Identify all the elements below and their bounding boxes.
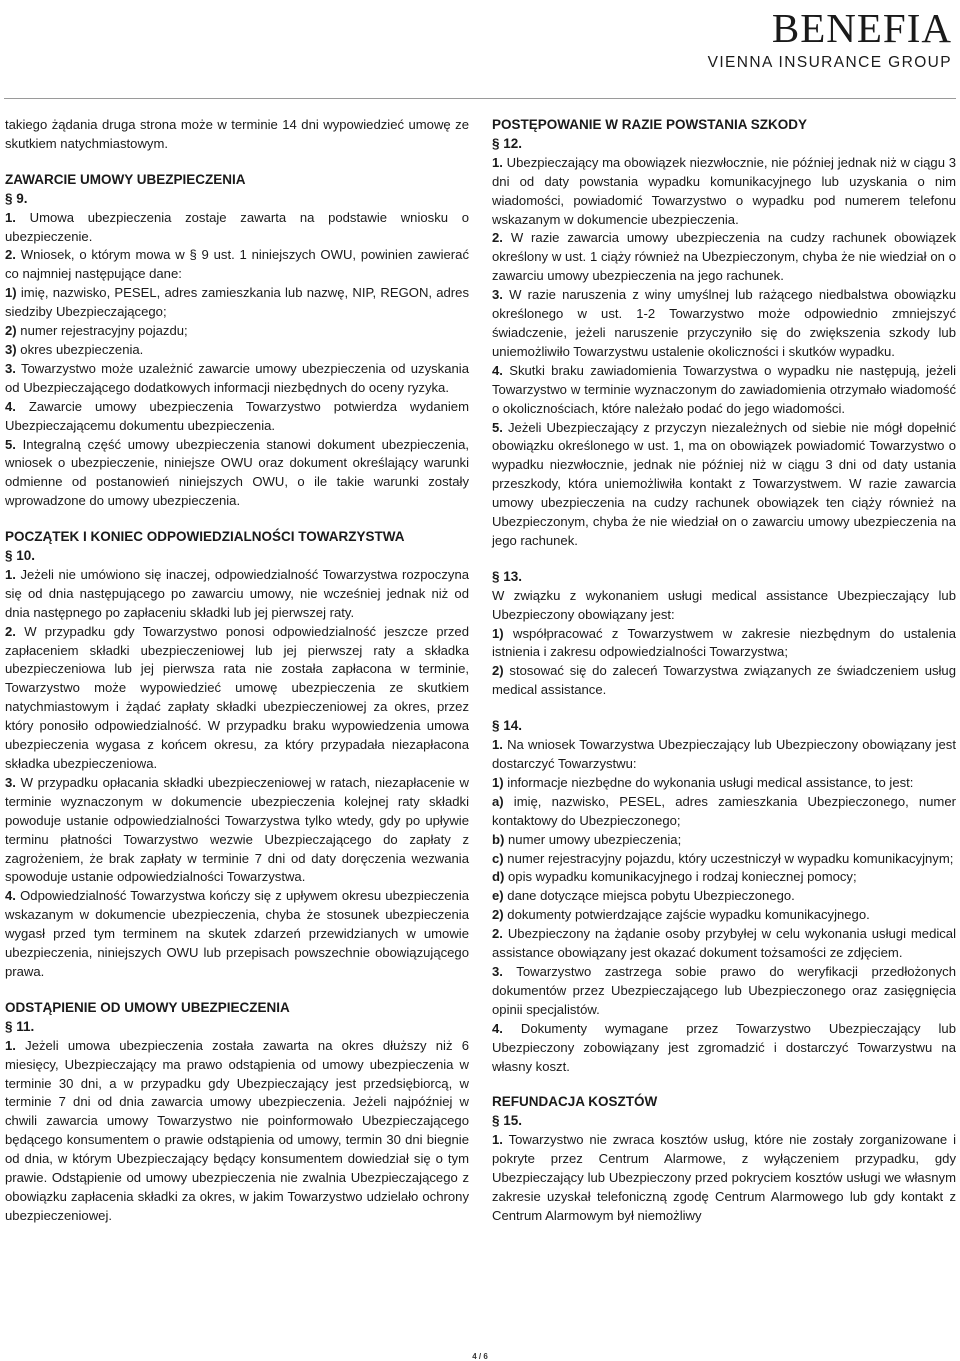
paragraph [492,774,956,793]
paragraph-number: 3. [5,360,16,376]
paragraph [492,868,956,887]
paragraph-text: Zawarcie umowy ubezpieczenia Towarzystwo potwierdza wydaniem Ubezpieczającemu dokumentu ubezpieczenia. [5,398,469,433]
paragraph-text: W przypadku opłacania składki ubezpieczeniowej w ratach, niezapłacenie w terminie wyznaczonym w dokumencie ubezpieczenia kolejnej raty składki powoduje ustanie odpowiedzialności Towarzystwa tylko wtedy, gdy po upływie terminu płatności Towarzystwo wezwie Ubezpieczającego do zapłaty z zagrożeniem, że brak zapłaty w terminie 7 dni od daty doręczenia wezwania spowoduje ustanie odpowiedzialności Towarzystwa. [5,774,469,885]
section-heading: § 15. [492,1113,523,1129]
paragraph-text: imię, nazwisko, PESEL, adres zamieszkania lub nazwę, NIP, REGON, adres siedziby Ubezpieczającego; [5,285,469,320]
paragraph-text: numer rejestracyjny pojazdu; [20,323,188,339]
paragraph [492,925,956,963]
paragraph-number: 5. [492,419,503,435]
paragraph [5,341,469,360]
logo-subtitle: VIENNA INSURANCE GROUP [707,54,952,71]
paragraph-number: 4. [492,362,503,378]
paragraph [5,774,469,887]
paragraph [5,360,469,398]
paragraph-number: 1. [5,566,16,582]
paragraph-number: c) [492,850,504,866]
paragraph-text: takiego żądania druga strona może w terminie 14 dni wypowiedzieć umowę ze skutkiem natychmiastowym. [5,117,469,151]
section-heading: § 10. [5,548,36,564]
paragraph [492,1131,956,1226]
paragraph-text: Ubezpieczony na żądanie osoby przybyłej w celu wykonania usługi medical assistance obowiązany jest okazać dokument tożsamości ze zdjęciem. [492,926,957,961]
paragraph-text: Jeżeli umowa ubezpieczenia została zawarta na okres dłuższy niż 6 miesięcy, Ubezpieczający ma prawo odstąpienia od umowy ubezpieczenia w terminie 30 dni, a w przypadku gdy Ubezpieczający jest przedsiębiorcą, w terminie 7 dni od dnia zawarcia umowy ubezpieczenia. Jeżeli najpóźniej w chwili zawarcia umowy Towarzystwo nie poinformowało Ubezpieczającego będącego konsumentem o prawie odstąpienia od umowy, termin 30 dni biegnie od dnia, w którym Ubezpieczający będący konsumentem dowiedział się o tym prawie. Odstąpienie od umowy ubezpieczenia nie zwalnia Ubezpieczającego z obowiązku zapłacenia składki za okres, w jakim Towarzystwo udzielało ochrony ubezpieczeniowej. [5,1037,469,1223]
paragraph [492,229,956,286]
left-column [5,116,469,1226]
paragraph [5,436,469,512]
paragraph-number: 2. [492,230,503,246]
paragraph [492,850,956,869]
paragraph-number: 2) [492,907,504,923]
paragraph [5,284,469,322]
section-heading: § 14. [492,718,523,734]
paragraph-text: Towarzystwo zastrzega sobie prawo do weryfikacji przedłożonych dokumentów przez Ubezpieczającego lub Ubezpieczonego oraz zasięgnięcia opinii specjalistów. [492,963,956,1017]
section-heading: POCZĄTEK I KONIEC ODPOWIEDZIALNOŚCI TOWARZYSTWA [5,529,405,545]
page-number: 4 / 6 [472,1352,488,1361]
section-heading: § 11. [5,1018,35,1034]
paragraph-number: 1. [5,209,16,225]
paragraph-text: stosować się do zaleceń Towarzystwa związanych ze świadczeniem usług medical assistance. [492,663,956,698]
spacer [492,1076,956,1093]
paragraph [492,362,956,419]
paragraph-number: 2. [5,623,16,639]
header-divider [4,98,956,99]
paragraph-text: informacje niezbędne do wykonania usługi medical assistance, to jest: [507,774,914,790]
paragraph-text: Umowa ubezpieczenia zostaje zawarta na podstawie wniosku o ubezpieczenie. [5,209,470,244]
paragraph-text: W przypadku gdy Towarzystwo ponosi odpowiedzialność jeszcze przed zapłaceniem składki ubezpieczeniowej lub jej pierwszej raty a składka ubezpieczeniowa lub jej pierwsza rata nie została zapłacona w terminie, Towarzystwo może wypowiedzieć umowę ubezpieczenia ze skutkiem natychmiastowym i żądać zapłaty składki ubezpieczeniowej za okres, przez który ponosiło odpowiedzialność. W przypadku braku wypowiedzenia umowa ubezpieczenia wygasa z końcem okresu, za który przypadała niezapłacona składka ubezpieczeniowa. [5,623,469,771]
paragraph-text: numer rejestracyjny pojazdu, który uczestniczył w wypadku komunikacyjnym; [507,850,954,866]
paragraph-number: 1) [5,285,17,301]
paragraph [5,1037,469,1226]
paragraph-number: 1. [492,1132,503,1148]
section-heading: REFUNDACJA KOSZTÓW [492,1094,658,1110]
spacer [5,154,469,171]
section-heading: § 9. [5,190,28,206]
spacer [5,982,469,999]
paragraph [492,963,956,1020]
paragraph-text: dane dotyczące miejsca pobytu Ubezpieczonego. [507,888,795,904]
section-heading: POSTĘPOWANIE W RAZIE POWSTANIA SZKODY [492,117,808,132]
paragraph-number: 4. [492,1020,503,1036]
paragraph-text: opis wypadku komunikacyjnego i rodzaj koniecznej pomocy; [508,869,857,885]
paragraph-text: Ubezpieczający ma obowiązek niezwłocznie, nie później jednak niż w ciągu 3 dni od daty powstania wypadku komunikacyjnego lub uzyskania o nim wiadomości, powiadomić Towarzystwo o wypadku pod numerem telefonu wskazanym w dokumencie ubezpieczenia. [492,154,957,227]
paragraph-number: 3. [492,963,503,979]
paragraph-number: 5. [5,436,16,452]
paragraph [492,154,956,230]
paragraph [492,831,956,850]
section-heading: ZAWARCIE UMOWY UBEZPIECZENIA [5,171,246,187]
paragraph [492,419,956,551]
paragraph-number: d) [492,869,505,885]
paragraph [5,246,469,284]
paragraph [492,736,956,774]
paragraph-number: e) [492,888,504,904]
paragraph-number: 1) [492,625,504,641]
paragraph-number: b) [492,831,505,847]
paragraph [5,887,469,982]
paragraph-text: Towarzystwo nie zwraca kosztów usług, które nie zostały zorganizowane i pokryte przez Centrum Alarmowe, z wyłączeniem przypadku, gdy Ubezpieczający lub Ubezpieczony przed pokryciem kosztów usługi we własnym zakresie uzyskał telefoniczną zgodę Centrum Alarmowego lub gdy kontakt z Centrum Alarmowym był niemożliwy [492,1132,956,1223]
paragraph [492,662,956,700]
section-heading: § 12. [492,135,523,151]
paragraph-text: numer umowy ubezpieczenia; [508,831,682,847]
paragraph-text: W związku z wykonaniem usługi medical assistance Ubezpieczający lub Ubezpieczony obowiązany jest: [492,587,956,622]
paragraph [492,793,956,831]
paragraph [5,623,469,774]
paragraph-number: 1) [492,774,504,790]
paragraph-text: Wniosek, o którym mowa w § 9 ust. 1 niniejszych OWU, powinien zawierać co najmniej następujące dane: [5,247,469,282]
paragraph-text: Integralną część umowy ubezpieczenia stanowi dokument ubezpieczenia, wniosek o ubezpieczenie, niniejsze OWU oraz dokument określający warunki odmienne od postanowień niniejszych OWU, o ile takie warunki zostały wprowadzone do umowy ubezpieczenia. [5,436,469,509]
paragraph-text: Towarzystwo może uzależnić zawarcie umowy ubezpieczenia od uzyskania od Ubezpieczającego dodatkowych informacji niezbędnych do oceny ryzyka. [5,360,469,395]
paragraph-number: 3) [5,341,17,357]
paragraph-text: dokumenty potwierdzające zajście wypadku komunikacyjnego. [507,907,870,923]
paragraph-number: 2) [492,663,504,679]
paragraph [5,116,469,154]
right-column [492,116,956,1226]
paragraph-text: współpracować z Towarzystwem w zakresie niezbędnym do ustalenia istnienia i zakresu odpowiedzialności Towarzystwa; [492,625,956,660]
paragraph-text: Dokumenty wymagane przez Towarzystwo Ubezpieczający lub Ubezpieczony zobowiązany jest zgromadzić i dostarczyć Towarzystwu na własny koszt. [492,1020,956,1074]
paragraph [5,398,469,436]
paragraph-number: 2. [492,926,503,942]
paragraph-text: Skutki braku zawiadomienia Towarzystwa o wypadku nie następują, jeżeli Towarzystwo w terminie wyznaczonym do zawiadomienia otrzymało wiadomość o okolicznościach, które należało podać do jego wiadomości. [492,362,956,416]
paragraph-number: 2. [5,247,16,263]
paragraph [5,209,469,247]
paragraph [492,286,956,362]
paragraph [492,906,956,925]
paragraph-text: Jeżeli nie umówiono się inaczej, odpowiedzialność Towarzystwa rozpoczyna się od dnia następującego po zawarciu umowy, nie wcześniej jednak niż od dnia następnego po zapłaceniu składki lub jej pierwszej raty. [5,566,470,620]
paragraph-number: 1. [492,737,503,753]
section-heading: § 13. [492,568,523,584]
paragraph-number: 4. [5,398,16,414]
paragraph-number: 4. [5,888,16,904]
paragraph [492,1020,956,1077]
spacer [492,551,956,568]
paragraph-number: 3. [5,774,16,790]
logo-title: BENEFIA [771,5,952,51]
paragraph [492,625,956,663]
paragraph [492,887,956,906]
paragraph-number: 1. [492,154,503,170]
section-heading: ODSTĄPIENIE OD UMOWY UBEZPIECZENIA [5,999,290,1015]
paragraph-text: okres ubezpieczenia. [20,341,144,357]
paragraph-text: W razie zawarcia umowy ubezpieczenia na cudzy rachunek obowiązek określony w ust. 1 ciąży również na Ubezpieczonym, chyba że nie wiedział on o zawarciu umowy ubezpieczenia na jego rachunek. [492,230,956,284]
paragraph-number: 1. [5,1037,16,1053]
paragraph-text: W razie naruszenia z winy umyślnej lub rażącego niedbalstwa obowiązku określonego w ust. 1-2 Towarzystwo może odpowiednio zmniejszyć świadczenie, jeżeli naruszenie przyczyniło się do zwiększenia szkody lub uniemożliwiło Towarzystwu ustalenie okoliczności i skutków wypadku. [492,287,956,359]
spacer [5,511,469,528]
paragraph [5,322,469,341]
paragraph-text: Odpowiedzialność Towarzystwa kończy się z upływem okresu ubezpieczenia wskazanym w dokumencie ubezpieczenia, chyba że stosunek ubezpieczenia wygasł przed tym terminem na skutek zdarzeń przewidzianych w umowie ubezpieczenia, niniejszych OWU lub przepisach powszechnie obowiązującego prawa. [5,888,470,979]
benefia-logo [708,6,952,72]
paragraph-text: Na wniosek Towarzystwa Ubezpieczający lub Ubezpieczony obowiązany jest dostarczyć Towarzystwu: [492,737,956,771]
paragraph-number: 3. [492,287,503,303]
paragraph [492,587,956,625]
paragraph-number: a) [492,793,504,809]
paragraph-text: Jeżeli Ubezpieczający z przyczyn niezależnych od siebie nie mógł dopełnić obowiązku określonego w ust. 1, ma on obowiązek powiadomić Towarzystwo o wypadku niezwłocznie, jednak nie później niż w ciągu 3 dni od daty ustania przeszkody, która uniemożliwiła kontakt z Towarzystwem. W razie zawarcia umowy ubezpieczenia na cudzy rachunek obowiązek ten ciąży również na Ubezpieczonym, chyba że nie wiedział on o zawarciu umowy ubezpieczenia na jego rachunek. [492,419,956,548]
paragraph [5,566,469,623]
paragraph-number: 2) [5,323,17,339]
paragraph-text: imię, nazwisko, PESEL, adres zamieszkania Ubezpieczonego, numer kontaktowy do Ubezpieczonego; [492,793,956,828]
spacer [492,700,956,717]
